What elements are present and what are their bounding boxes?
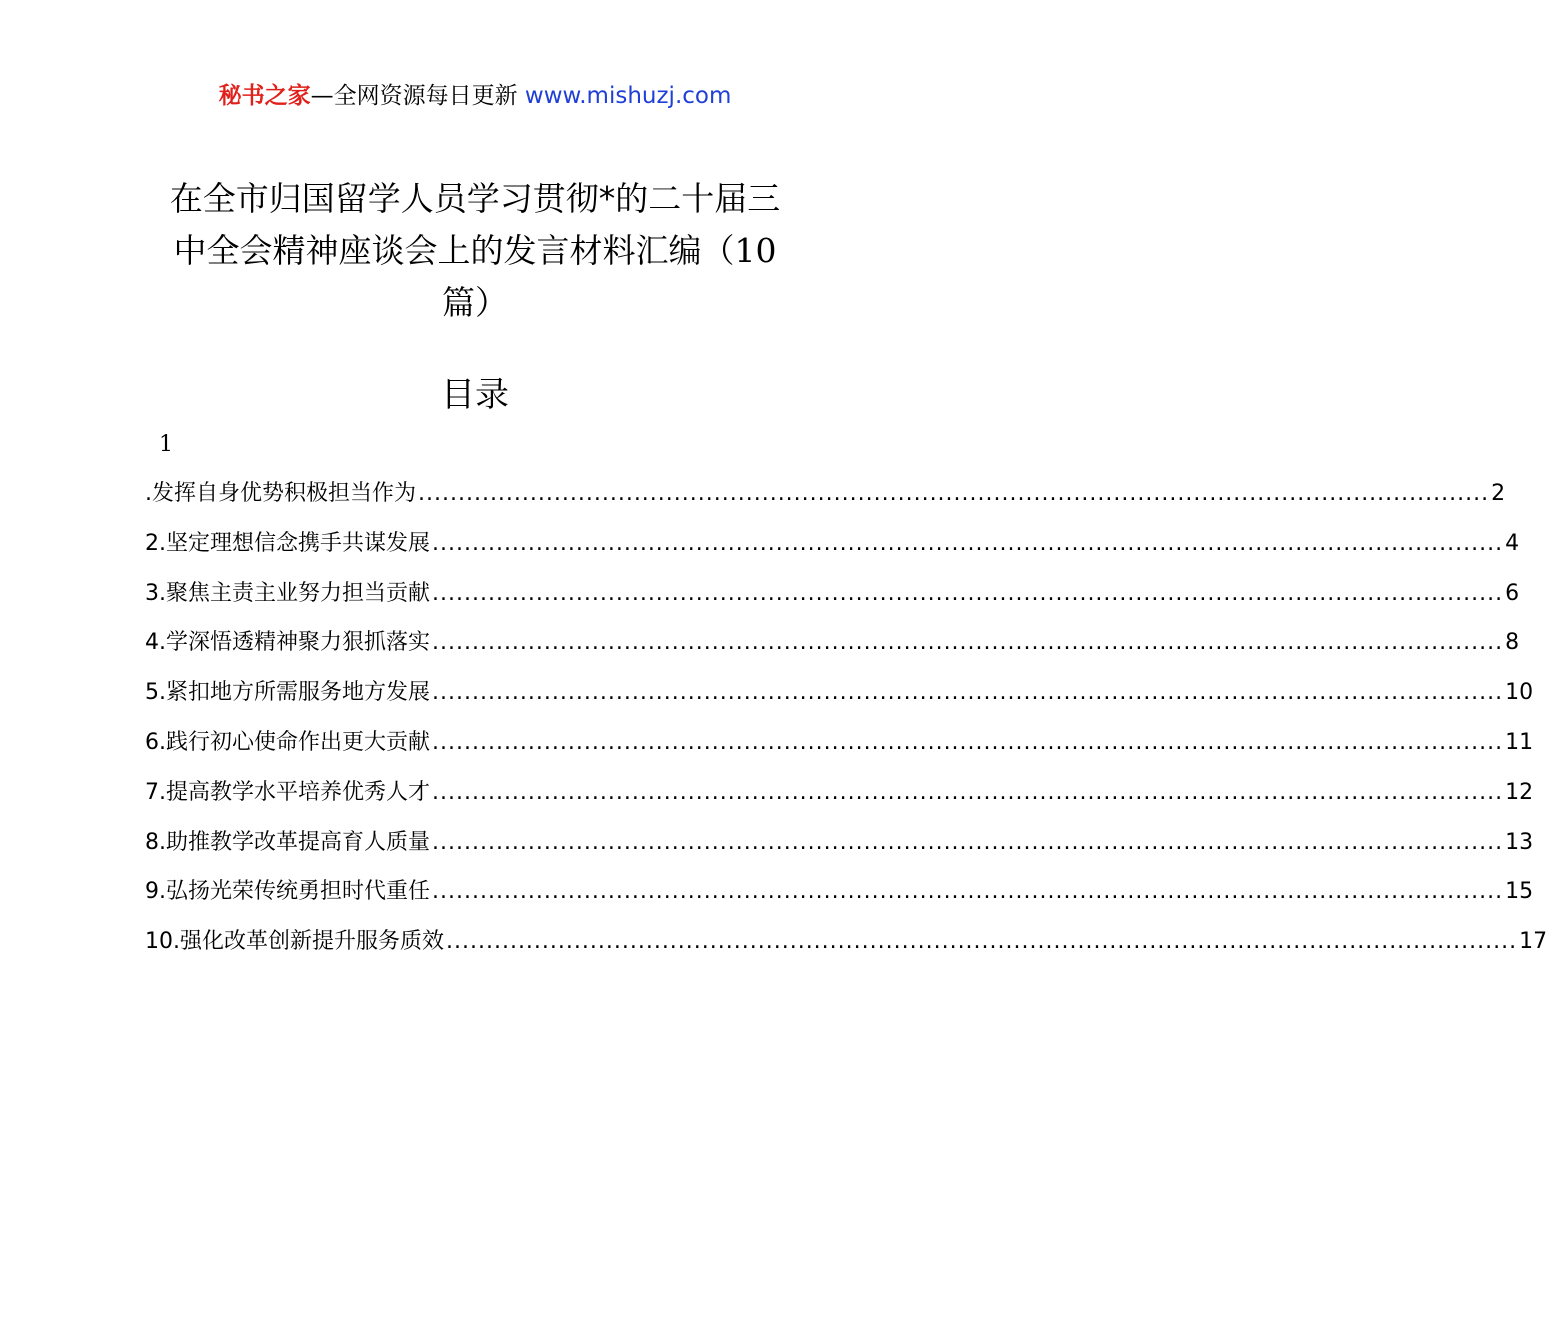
toc-entry-page: 13	[1505, 829, 1534, 855]
toc-entry[interactable]	[145, 727, 1534, 777]
toc-dot-leader: ......................................................................................................................................	[432, 879, 1504, 905]
table-of-contents	[145, 478, 1547, 976]
document-title-line-3: 篇）	[442, 283, 508, 322]
toc-entry-page: 10	[1505, 680, 1534, 706]
toc-entry-page: 11	[1505, 729, 1534, 755]
toc-entry[interactable]	[145, 578, 1520, 628]
toc-entry-page: 4	[1505, 530, 1520, 556]
toc-entry-page: 17	[1519, 929, 1547, 955]
toc-entry[interactable]	[145, 777, 1534, 827]
toc-dot-leader: ......................................................................................................................................	[432, 729, 1504, 755]
toc-entry-label: 6.践行初心使命作出更大贡献	[145, 729, 430, 755]
toc-entry[interactable]	[145, 478, 1506, 528]
toc-entry[interactable]	[145, 926, 1547, 976]
toc-entry-label: 7.提高教学水平培养优秀人才	[145, 779, 430, 805]
site-url-link[interactable]: www.mishuzj.com	[524, 83, 732, 109]
toc-entry-page: 2	[1491, 481, 1506, 506]
toc-entry[interactable]	[145, 528, 1520, 578]
toc-entry-page: 12	[1505, 779, 1534, 805]
toc-dot-leader: ......................................................................................................................................	[418, 481, 1490, 506]
toc-dot-leader: ......................................................................................................................................	[432, 779, 1504, 805]
document-title-line-2	[130, 225, 820, 277]
document-title	[130, 173, 820, 329]
site-tagline: —全网资源每日更新	[310, 83, 518, 109]
toc-entry-label: 4.学深悟透精神聚力狠抓落实	[145, 630, 430, 656]
toc-entry-label: 3.聚焦主责主业努力担当贡献	[145, 580, 430, 606]
toc-entry-1-number: 1	[159, 432, 173, 457]
toc-entry[interactable]	[145, 827, 1534, 877]
toc-entry-label: 10.强化改革创新提升服务质效	[145, 929, 444, 955]
document-title-count: 10	[734, 231, 777, 270]
toc-heading: 目录	[441, 375, 509, 415]
site-brand: 秘书之家	[218, 83, 311, 109]
toc-dot-leader: ......................................................................................................................................	[432, 530, 1504, 556]
toc-entry-label: 5.紧扣地方所需服务地方发展	[145, 680, 430, 706]
toc-entry-page: 15	[1505, 879, 1534, 905]
toc-dot-leader: ......................................................................................................................................	[446, 929, 1518, 955]
document-title-line-1: 在全市归国留学人员学习贯彻*的二十届三	[169, 179, 781, 218]
toc-dot-leader: ......................................................................................................................................	[432, 829, 1504, 855]
toc-entry-label: .发挥自身优势积极担当作为	[145, 481, 416, 506]
document-title-line-2-text: 中全会精神座谈会上的发言材料汇编（	[173, 231, 735, 270]
site-banner	[0, 80, 950, 112]
toc-entry-label: 8.助推教学改革提高育人质量	[145, 829, 430, 855]
toc-entry[interactable]	[145, 627, 1520, 677]
toc-entry-page: 6	[1505, 580, 1520, 606]
toc-entry[interactable]	[145, 677, 1534, 727]
toc-dot-leader: ......................................................................................................................................	[432, 630, 1504, 656]
toc-entry-label: 9.弘扬光荣传统勇担时代重任	[145, 879, 430, 905]
toc-dot-leader: ......................................................................................................................................	[432, 680, 1504, 706]
toc-dot-leader: ......................................................................................................................................	[432, 580, 1504, 606]
toc-entry[interactable]	[145, 876, 1534, 926]
toc-entry-label: 2.坚定理想信念携手共谋发展	[145, 530, 430, 556]
toc-entry-page: 8	[1505, 630, 1520, 656]
